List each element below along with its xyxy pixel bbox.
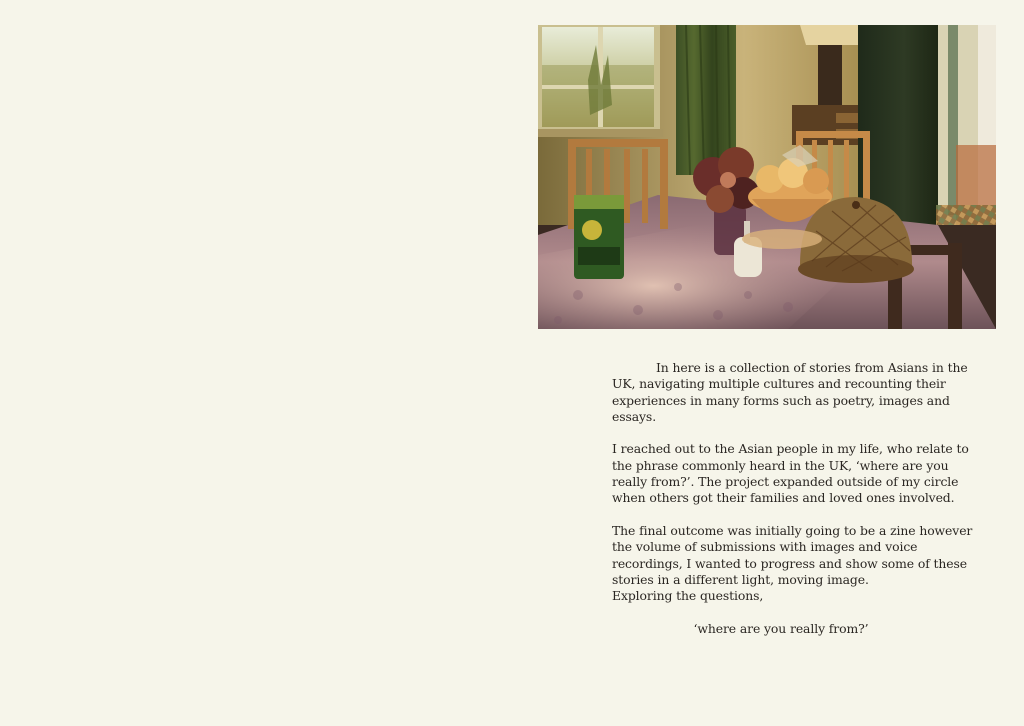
dining-room-photo [538, 25, 996, 329]
paragraph-outreach: I reached out to the Asian people in my life, who relate to the phrase commonly heard in the UK, ‘where are you really from?’. The project expanded outside of my circle when others got their families and loved ones involved. [612, 441, 969, 506]
intro-text [612, 360, 984, 653]
central-question: ‘where are you really from?’ [693, 620, 869, 636]
paragraph-intro: In here is a collection of stories from Asians in the UK, navigating multiple cultures and recounting their experiences in many forms such as poetry, images and essays. [612, 360, 968, 424]
paragraph-outcome: The final outcome was initially going to be a zine however the volume of submissions with images and voice recordings, I wanted to progress and show some of these stories in a different light, moving image. [612, 522, 973, 587]
paragraph-exploring: Exploring the questions, [612, 588, 764, 604]
